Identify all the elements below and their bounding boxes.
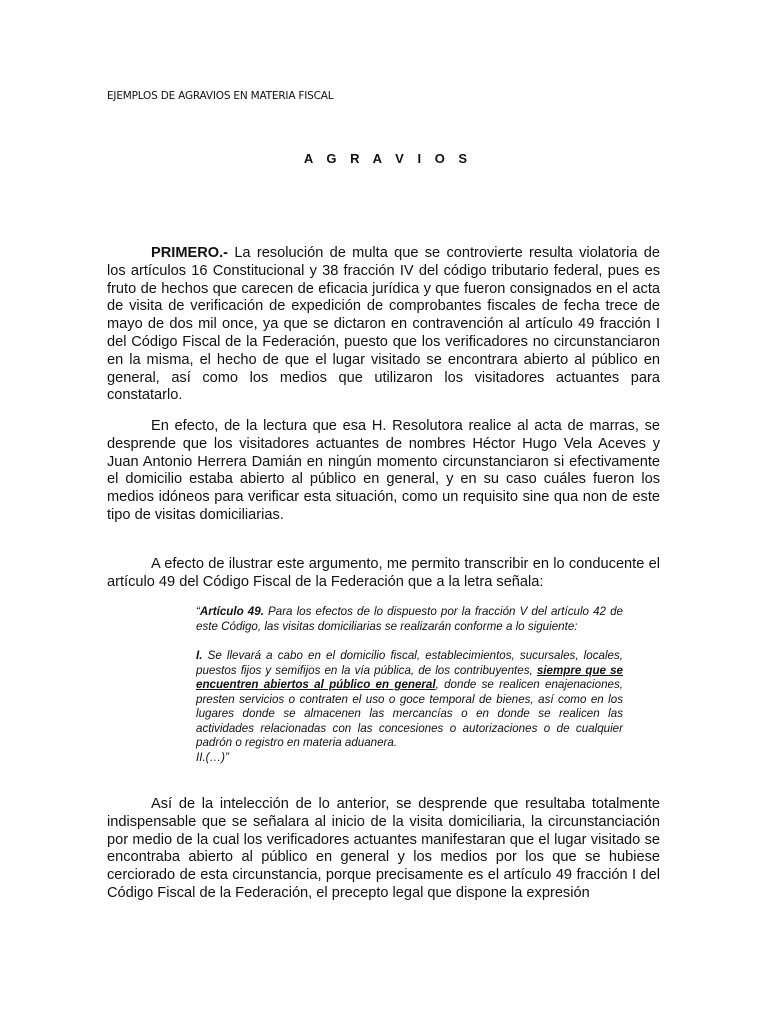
paragraph-text: A efecto de ilustrar este argumento, me permito transcribir en lo conducente el artículo 49 del Código Fiscal de la Federación que a la letra señala: — [107, 556, 660, 590]
quote-article-text: Para los efectos de lo dispuesto por la fracción V del artículo 42 de este Código, las visitas domiciliarias se realizarán conforme a lo siguiente: — [196, 605, 623, 633]
quote-open-mark: “ — [196, 605, 200, 618]
paragraph-primero — [107, 245, 660, 405]
paragraph-en-efecto — [107, 418, 660, 525]
quote-article-paragraph — [196, 605, 623, 634]
paragraph-text: En efecto, de la lectura que esa H. Resolutora realice al acta de marras, se desprende que los visitadores actuantes de nombres Héctor Hugo Vela Aceves y Juan Antonio Herrera Damián en ningún momento circunstanciaron si efectivamente el domicilio estaba abierto al público en general, y en su caso cuáles fueron los medios idóneos para verificar esta situación, como un requisito sine qua non de este tipo de visitas domiciliarias. — [107, 418, 660, 523]
paragraph-text: La resolución de multa que se controvierte resulta violatoria de los artículos 16 Constitucional y 38 fracción IV del código tributario federal, pues es fruto de hechos que carecen de eficacia jurídica y que fueron consignados en el acta de visita de verificación de expedición de comprobantes fiscales de fecha trece de mayo de dos mil once, ya que se dictaron en contravención al artículo 49 fracción I del Código Fiscal de la Federación, puesto que los verificadores no circunstanciaron en la misma, el hecho de que el lugar visitado se encontrara abierto al público en general, así como los medios que utilizaron los visitadores actuantes para constatarlo. — [107, 245, 660, 404]
quote-fraction-label: I. — [196, 649, 203, 662]
quote-closing: II.(…)” — [196, 750, 229, 764]
quote-fraction-text-b: , donde se realicen enajenaciones, presten servicios o contraten el uso o goce temporal de bienes, así como en los lugares donde se almacenen las mercancías o en donde se realicen las actividades relacionadas con las concesiones o autorizaciones o de cualquier padrón o registro en materia aduanera. — [196, 678, 623, 749]
paragraph-lead: PRIMERO.- — [151, 245, 229, 261]
legal-quote-article-49 — [196, 605, 623, 765]
paragraph-a-efecto — [107, 556, 660, 592]
paragraph-text: Así de la intelección de lo anterior, se desprende que resultaba totalmente indispensable que se señalara al inicio de la visita domiciliaria, la circunstanciación por medio de la cual los verificadores actuantes manifestaran que el lugar visitado se encontraba abierto al público en general y los medios por los que se hubiese cerciorado de esta circunstancia, porque precisamente es el artículo 49 fracción I del Código Fiscal de la Federación, el precepto legal que dispone la expresión — [107, 796, 660, 901]
document-header: EJEMPLOS DE AGRAVIOS EN MATERIA FISCAL — [107, 90, 334, 102]
quote-fraction-paragraph — [196, 649, 623, 751]
quote-emphasis: siempre que se encuentren abiertos al público en general — [196, 663, 623, 691]
quote-article-label: Artículo 49. — [199, 605, 264, 618]
quote-fraction-text-a: Se llevará a cabo en el domicilio fiscal, establecimientos, sucursales, locales, puestos fijos y semifijos en la vía pública, de los contribuyentes, — [196, 649, 623, 677]
paragraph-asi — [107, 796, 660, 1006]
quote-spacer — [196, 634, 623, 649]
document-title: A G R A V I O S — [303, 151, 473, 166]
